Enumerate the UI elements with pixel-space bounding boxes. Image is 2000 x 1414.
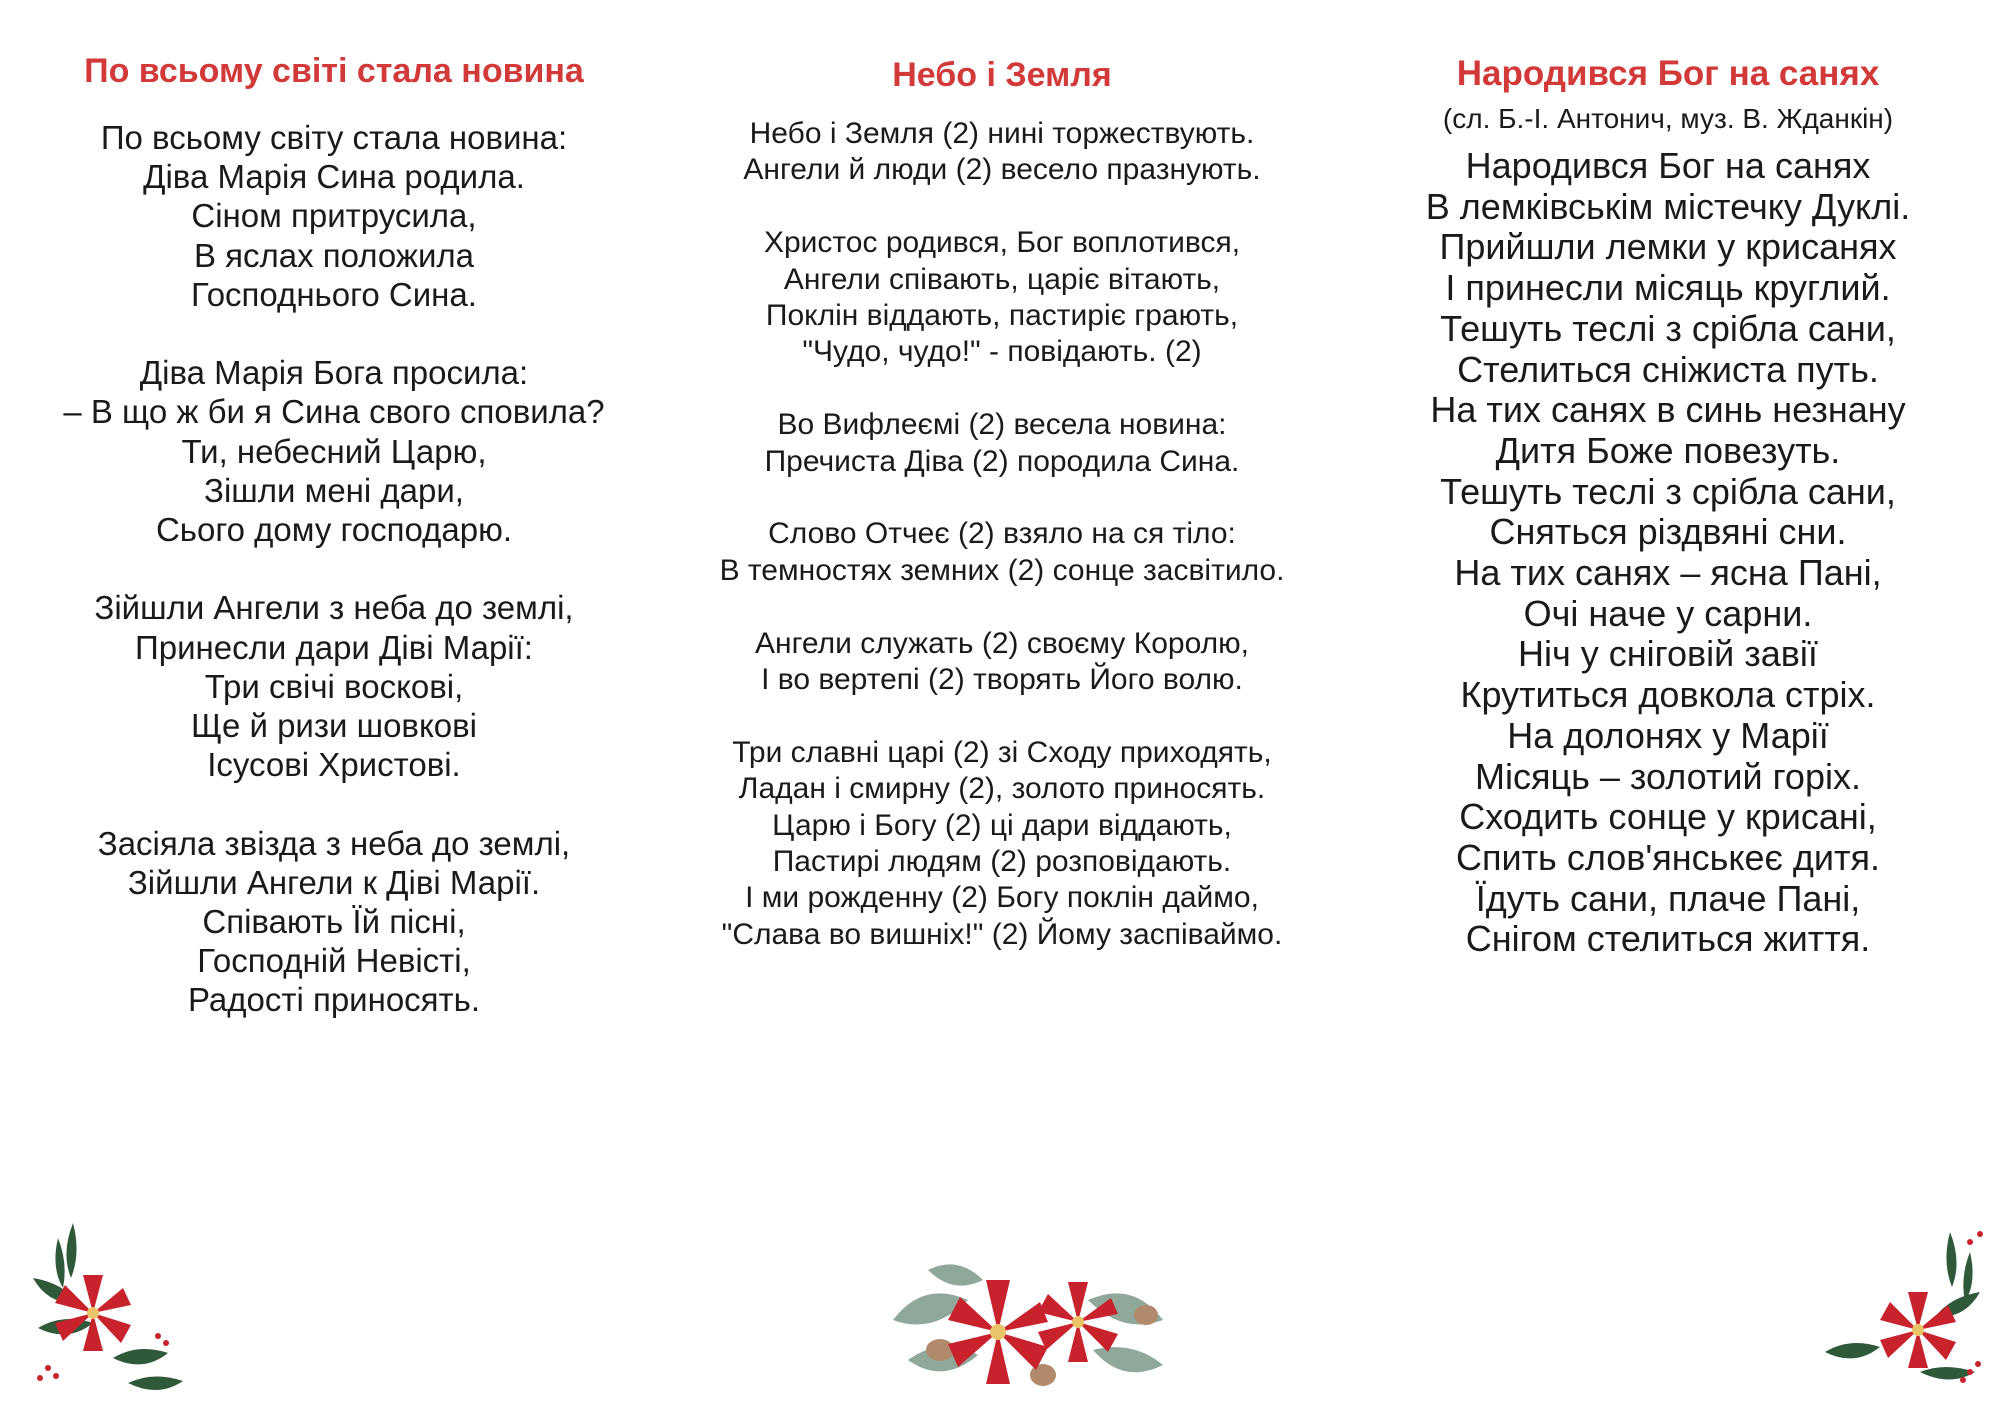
song-column-1 xyxy=(0,0,668,1414)
lyric-line: Народився Бог на санях xyxy=(1465,145,1871,186)
lyric-line: Три свічі воскові, xyxy=(204,667,464,705)
lyric-line: Ладан і смирну (2), золото приносять. xyxy=(738,772,1266,806)
lyric-line: Місяць – золотий горіх. xyxy=(1475,755,1861,797)
lyric-line: Ісусові Христові. xyxy=(207,746,461,784)
poinsettia-icon xyxy=(1880,1292,1956,1368)
lyric-line: Царю і Богу (2) ці дари віддають, xyxy=(772,808,1232,842)
lyric-line: Спить слов'янськеє дитя. xyxy=(1455,836,1881,878)
lyric-line: Ніч у сніговій завії xyxy=(1518,633,1818,675)
lyric-line: Христос родився, Бог воплотився, xyxy=(763,226,1241,260)
lyric-line: І принесли місяць круглий. xyxy=(1445,267,1891,309)
lyric-line: Їдуть сани, плаче Пані, xyxy=(1475,877,1861,919)
lyric-line: Во Вифлеємі (2) весела новина: xyxy=(777,408,1227,442)
lyric-line: Діва Марія Бога просила: xyxy=(139,354,529,392)
lyric-line: Діва Марія Сина родила. xyxy=(143,158,525,196)
lyric-line: Ще й ризи шовкові xyxy=(191,707,477,744)
lyric-line: Ангели служать (2) своєму Королю, xyxy=(755,626,1249,660)
lyric-line: Очі наче у сарни. xyxy=(1523,592,1813,634)
poinsettia-icon xyxy=(1038,1282,1118,1362)
lyric-line: Три славні царі (2) зі Сходу приходять, xyxy=(732,735,1272,769)
lyric-line: Співають Їй пісні, xyxy=(202,903,466,940)
lyric-line: Господнього Сина. xyxy=(191,275,477,313)
lyric-line: В лемківськім містечку Дуклі. xyxy=(1425,185,1911,227)
lyric-line: Пречиста Діва (2) породила Сина. xyxy=(764,444,1240,478)
lyric-line: На тих санях в синь незнану xyxy=(1430,389,1906,431)
lyric-line: Зійшли Ангели к Діві Марії. xyxy=(127,863,541,901)
lyric-line: По всьому світу стала новина: xyxy=(100,119,568,156)
lyric-line: "Слава во вишніх!" (2) Йому заспіваймо. xyxy=(721,917,1283,951)
lyric-line: На тих санях – ясна Пані, xyxy=(1454,552,1882,593)
poinsettia-garland-center xyxy=(888,1250,1178,1400)
lyric-line: Господній Невісті, xyxy=(197,942,471,980)
song-title: По всьому світі стала новина xyxy=(84,52,584,90)
song-title: Народився Бог на санях xyxy=(1456,54,1880,93)
lyric-line: – В що ж би я Сина свого сповила? xyxy=(63,393,605,431)
lyric-line: Сього дому господарю. xyxy=(155,511,513,548)
lyric-line: Сіном притрусила, xyxy=(191,197,477,235)
lyric-line: Тешуть теслі з срібла сани, xyxy=(1440,307,1896,349)
lyric-line: Поклін віддають, пастиріє грають, xyxy=(765,299,1239,332)
lyric-line: Слово Отчеє (2) взяло на ся тіло: xyxy=(768,517,1236,551)
lyric-line: Засіяла звізда з неба до землі, xyxy=(97,824,571,862)
lyric-line: Принесли дари Діві Марії: xyxy=(135,628,533,666)
song-column-2 xyxy=(668,0,1336,1414)
lyric-line: Ангели й люди (2) весело празнують. xyxy=(743,153,1261,187)
song-title: Небо і Земля xyxy=(892,56,1112,94)
lyric-line: Зійшли Ангели з неба до землі, xyxy=(94,589,574,627)
poinsettia-bouquet-right xyxy=(1820,1222,1995,1397)
lyric-line: Стелиться сніжиста путь. xyxy=(1457,348,1879,390)
lyric-line: Зішли мені дари, xyxy=(204,471,464,509)
lyric-line: Крутиться довкола стріх. xyxy=(1460,674,1876,716)
holly-leaves-icon xyxy=(1825,1232,1980,1380)
lyric-line: Сняться різдвяні сни. xyxy=(1489,511,1847,553)
lyric-line: Тешуть теслі з срібла сани, xyxy=(1440,470,1896,512)
lyric-line: В темностях земних (2) сонце засвітило. xyxy=(719,553,1285,587)
lyric-line: Ти, небесний Царю, xyxy=(181,432,487,470)
song-credits: (сл. Б.-І. Антонич, муз. В. Жданкін) xyxy=(1442,103,1894,134)
lyric-line: Ангели співають, царіє вітають, xyxy=(783,262,1221,296)
lyric-line: Снігом стелиться життя. xyxy=(1465,918,1871,960)
lyric-line: Пастирі людям (2) розповідають. xyxy=(772,845,1232,878)
lyric-line: В яслах положила xyxy=(193,236,475,274)
lyric-line: І ми рожденну (2) Богу поклін даймо, xyxy=(745,881,1259,915)
poinsettia-bouquet-left xyxy=(18,1218,198,1393)
lyric-line: Дитя Боже повезуть. xyxy=(1495,429,1841,471)
lyric-line: І во вертепі (2) творять Його волю. xyxy=(761,663,1243,696)
lyric-line: Сходить сонце у крисані, xyxy=(1459,796,1877,838)
lyric-line: Радості приносять. xyxy=(187,981,481,1019)
lyric-line: Небо і Земля (2) нині торжествують. xyxy=(749,117,1255,150)
lyric-line: Прийшли лемки у крисанях xyxy=(1439,226,1897,268)
poinsettia-icon xyxy=(55,1275,131,1351)
song-column-3 xyxy=(1336,0,2000,1414)
lyric-line: На долонях у Марії xyxy=(1507,714,1829,756)
lyric-line: "Чудо, чудо!" - повідають. (2) xyxy=(802,335,1202,369)
